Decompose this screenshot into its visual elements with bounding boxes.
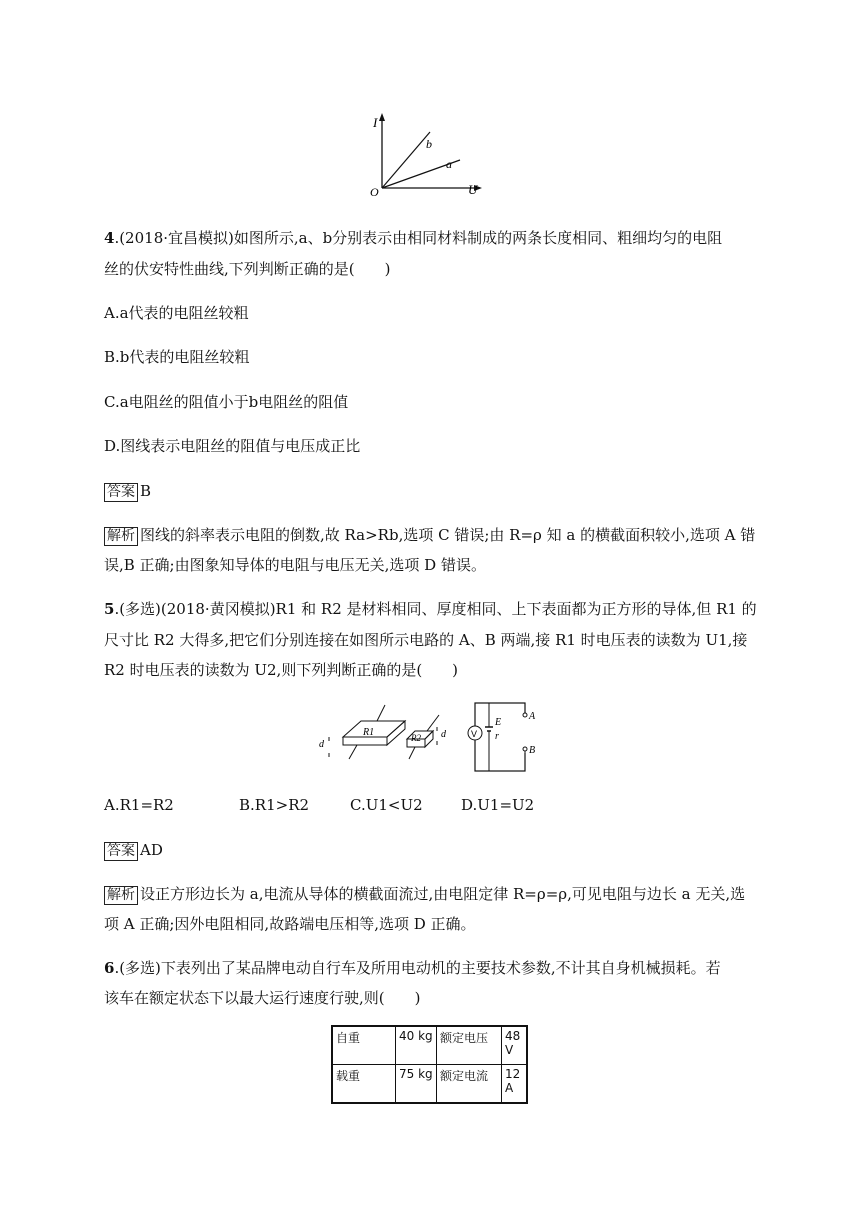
axis-i-label: I — [373, 115, 378, 130]
table-cell: 75 kg — [396, 1065, 437, 1104]
q4-analysis-line1: 解析 图线的斜率表示电阻的倒数,故 Ra>Rb,选项 C 错误;由 R=ρ 知 a 的横截面积较小,选项 A 错 — [104, 525, 755, 546]
q4-stem-line1: 4.(2018·宜昌模拟)如图所示,a、b分别表示由相同材料制成的两条长度相同、粗细均匀的电阻 — [104, 229, 723, 247]
d-right-label: d — [441, 729, 446, 740]
q5-stem-line2: 尺寸比 R2 大得多,把它们分别连接在如图所示电路的 A、B 两端,接 R1 时电压表的读数为 U1,接 — [104, 631, 748, 649]
table-cell: 40 kg — [396, 1026, 437, 1065]
table-cell: 自重 — [332, 1026, 396, 1065]
line-b-label: b — [426, 137, 432, 151]
q4-stem-line2: 丝的伏安特性曲线,下列判断正确的是( ) — [104, 260, 391, 278]
spec-table — [331, 1025, 528, 1104]
voltmeter-label: V — [471, 729, 478, 739]
q4-option-d: D.图线表示电阻丝的阻值与电压成正比 — [104, 437, 361, 455]
q5-stem-line3: R2 时电压表的读数为 U2,则下列判断正确的是( ) — [104, 661, 459, 679]
r1-label: R1 — [363, 727, 375, 738]
table-cell: 载重 — [332, 1065, 396, 1104]
q5-option-d: D.U1=U2 — [461, 796, 535, 814]
table-cell: 12 A — [502, 1065, 528, 1104]
q5-answer: 答案 AD — [104, 840, 163, 861]
q5-analysis-line2: 项 A 正确;因外电阻相同,故路端电压相等,选项 D 正确。 — [104, 915, 476, 933]
q4-analysis-line2: 误,B 正确;由图象知导体的电阻与电压无关,选项 D 错误。 — [104, 556, 486, 574]
q5-option-c: C.U1<U2 — [350, 796, 423, 814]
table-row — [332, 1065, 527, 1104]
iu-graph — [368, 110, 493, 202]
axis-u-label: U — [468, 182, 478, 197]
q4-option-a: A.a代表的电阻丝较粗 — [104, 304, 249, 322]
emf-label: E — [495, 717, 502, 728]
analysis-label: 解析 — [104, 527, 138, 546]
line-a-label: a — [446, 157, 452, 171]
q5-number: 5 — [104, 600, 115, 618]
answer-label: 答案 — [104, 842, 138, 861]
analysis-label: 解析 — [104, 886, 138, 905]
q5-analysis-line1: 解析 设正方形边长为 a,电流从导体的横截面流过,由电阻定律 R=ρ=ρ,可见电阻与边长 a 无关,选 — [104, 884, 745, 905]
terminal-b-label: B — [529, 745, 536, 756]
table-cell: 48 V — [502, 1026, 528, 1065]
q5-stem-line1: 5.(多选)(2018·黄冈模拟)R1 和 R2 是材料相同、厚度相同、上下表面都为正方形的导体,但 R1 的 — [104, 600, 757, 618]
q5-option-a: A.R1=R2 — [104, 796, 174, 814]
internal-r-label: r — [495, 731, 499, 742]
table-cell: 额定电流 — [437, 1065, 502, 1104]
origin-label: O — [370, 185, 379, 199]
d-left-label: d — [319, 739, 324, 750]
q4-number: 4 — [104, 229, 115, 247]
q6-stem-line1: 6.(多选)下表列出了某品牌电动自行车及所用电动机的主要技术参数,不计其自身机械损耗。若 — [104, 959, 721, 977]
q6-number: 6 — [104, 959, 115, 977]
q6-stem-line2: 该车在额定状态下以最大运行速度行驶,则( ) — [104, 989, 421, 1007]
q4-option-c: C.a电阻丝的阻值小于b电阻丝的阻值 — [104, 393, 349, 411]
q5-options — [104, 795, 564, 815]
table-row — [332, 1026, 527, 1065]
q4-option-b: B.b代表的电阻丝较粗 — [104, 348, 250, 366]
q5-option-b: B.R1>R2 — [239, 796, 310, 814]
r2-label: R2 — [411, 733, 421, 743]
answer-label: 答案 — [104, 483, 138, 502]
terminal-a-label: A — [529, 711, 536, 722]
q4-answer: 答案 B — [104, 481, 151, 502]
q5-circuit-figure — [315, 697, 555, 777]
table-cell: 额定电压 — [437, 1026, 502, 1065]
